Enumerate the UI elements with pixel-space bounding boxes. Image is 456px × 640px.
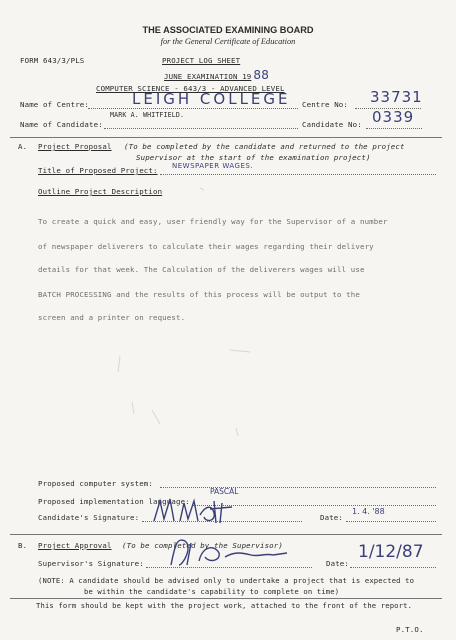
project-title-dots (160, 174, 436, 175)
bottom-rule (10, 598, 442, 599)
description-line-2: of newspaper deliverers to calculate their wages regarding their delivery (38, 242, 374, 251)
section-b-note: (To be completed by the Supervisor) (122, 541, 283, 550)
supervisor-date-value: 1/12/87 (358, 542, 424, 562)
centre-name-value: LEIGH COLLEGE (132, 90, 291, 108)
board-title: THE ASSOCIATED EXAMINING BOARD (142, 25, 314, 35)
pto-label: P.T.O. (396, 625, 424, 634)
section-b-heading: Project Approval (38, 541, 112, 550)
note-line-1: (NOTE: A candidate should be advised only to undertake a project that is expected to (38, 576, 415, 585)
board-subtitle: for the General Certificate of Education (160, 37, 296, 46)
description-line-4: BATCH PROCESSING and the results of this process will be output to the (38, 290, 360, 299)
subject-line: COMPUTER SCIENCE - 643/3 - ADVANCED LEVEL (96, 84, 285, 93)
outline-heading: Outline Project Description (38, 187, 163, 196)
centre-name-label: Name of Centre: (20, 100, 89, 109)
project-title-value: NEWSPAPER WAGES. (172, 162, 254, 170)
candidate-name-dots (104, 128, 298, 129)
section-a-heading: Project Proposal (38, 142, 112, 151)
form-code: FORM 643/3/PLS (20, 56, 85, 65)
section-a-letter: A. (18, 142, 28, 151)
exam-line-text: JUNE EXAMINATION 19 (164, 72, 252, 81)
description-line-1: To create a quick and easy, user friendly way for the Supervisor of a number (38, 217, 388, 226)
sheet-title: PROJECT LOG SHEET (162, 56, 241, 65)
project-title-label-text: Title of Proposed Project: (38, 166, 158, 175)
candidate-date-dots (346, 521, 436, 522)
section-a-note-2: Supervisor at the start of the examination project) (136, 153, 371, 162)
note-line-2: be within the candidate's capability to complete on time) (84, 587, 340, 596)
section-a-note-1: (To be completed by the candidate and returned to the project (124, 142, 405, 151)
description-line-5: screen and a printer on request. (38, 313, 186, 322)
candidate-name-value: MARK A. WHITFIELD. (110, 111, 185, 119)
description-line-3: details for that week. The Calculation of the deliverers wages will use (38, 265, 365, 274)
system-dots (160, 487, 436, 488)
candidate-name-label: Name of Candidate: (20, 120, 103, 129)
candidate-no-dots (366, 128, 422, 129)
centre-no-value: 33731 (370, 88, 423, 106)
candidate-signature-label: Candidate's Signature: (38, 513, 140, 522)
section-b-letter: B. (18, 541, 28, 550)
exam-year: 88 (253, 68, 269, 82)
candidate-date-label: Date: (320, 513, 343, 522)
language-label: Proposed implementation language: (38, 497, 190, 506)
top-rule (10, 137, 442, 138)
centre-no-label: Centre No: (302, 100, 348, 109)
language-value: PASCAL (210, 487, 239, 496)
candidate-no-value: 0339 (372, 108, 415, 126)
supervisor-date-dots (350, 567, 436, 568)
supervisor-date-label: Date: (326, 559, 349, 568)
centre-name-dots (88, 108, 298, 109)
supervisor-signature-image (165, 531, 295, 571)
system-label: Proposed computer system: (38, 479, 153, 488)
project-title-label (38, 166, 158, 175)
exam-line (164, 68, 269, 82)
candidate-date-value: 1. 4. '88 (352, 507, 385, 516)
supervisor-signature-label: Supervisor's Signature: (38, 559, 144, 568)
candidate-signature-image (150, 495, 240, 529)
candidate-no-label: Candidate No: (302, 120, 362, 129)
footer-instruction: This form should be kept with the project work, attached to the front of the report. (36, 601, 413, 610)
